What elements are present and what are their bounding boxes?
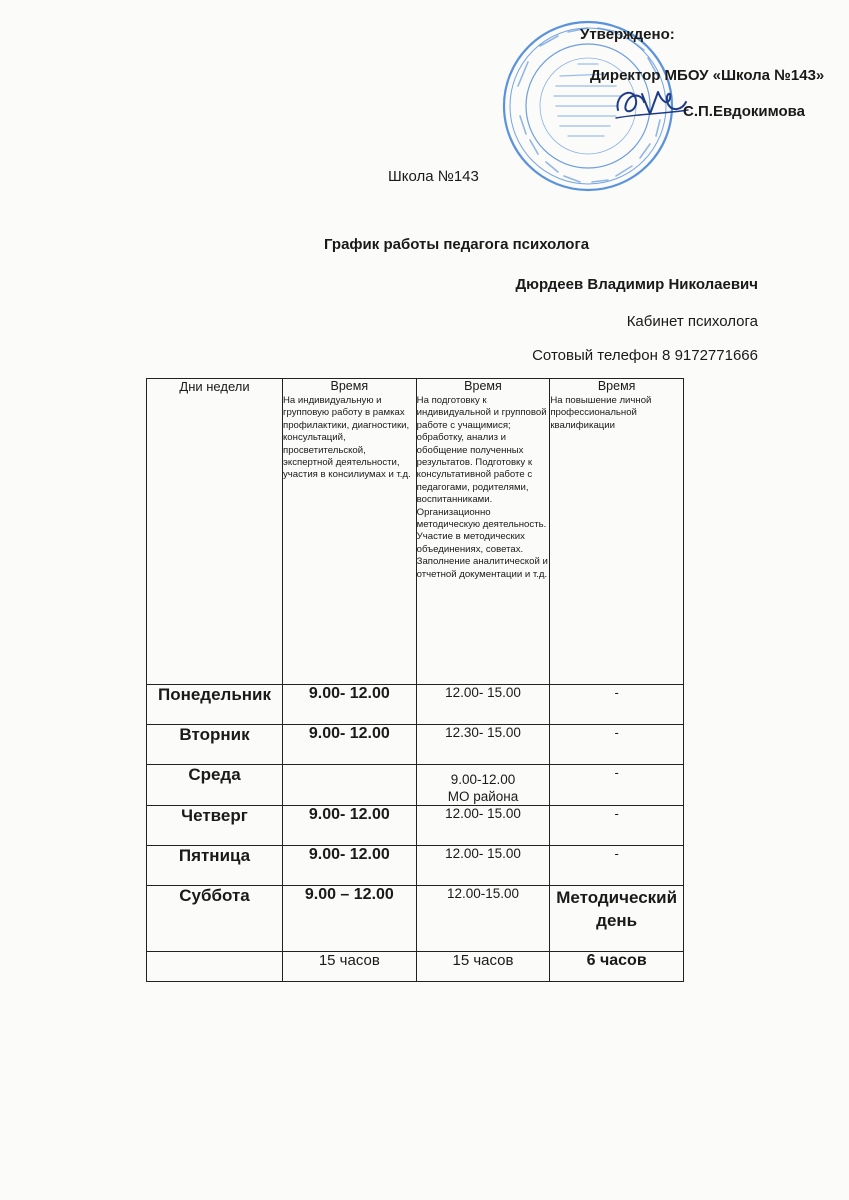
slot3-cell	[550, 886, 684, 952]
office-name: Кабинет психолога	[626, 313, 758, 330]
slot2-cell: 12.00- 15.00	[416, 846, 550, 886]
slot2-cell: 12.00- 15.00	[416, 806, 550, 846]
slot3-cell: -	[550, 725, 684, 765]
column-header-3	[550, 379, 684, 685]
document-title: График работы педагога психолога	[324, 236, 590, 253]
day-cell: Суббота	[147, 886, 283, 952]
day-cell: Понедельник	[147, 685, 283, 725]
psychologist-name: Дюрдеев Владимир Николаевич	[515, 276, 758, 293]
column-description: На индивидуальную и групповую работу в рамках профилактики, диагностики, консультаций, просветительской, экспертной деятельности, участия в консилиумах и т.д.	[283, 395, 411, 481]
slot2-cell	[416, 765, 550, 806]
day-cell: Пятница	[147, 846, 283, 886]
total-col1: 15 часов	[283, 952, 417, 982]
total-col2: 15 часов	[416, 952, 550, 982]
slot2-cell: 12.00- 15.00	[416, 685, 550, 725]
slot2-time: 9.00-12.00	[450, 772, 516, 787]
table-header-row	[147, 379, 684, 685]
slot2-cell: 12.00-15.00	[416, 886, 550, 952]
table-row	[147, 846, 684, 886]
slot1-cell: 9.00- 12.00	[283, 846, 417, 886]
schedule-table	[146, 378, 684, 982]
slot3-line1: Методический	[556, 888, 678, 907]
table-row	[147, 725, 684, 765]
column-title: Время	[330, 379, 369, 393]
column-header-2	[416, 379, 550, 685]
slot3-cell: -	[550, 765, 684, 806]
slot3-line2: день	[596, 911, 638, 930]
slot2-cell: 12.30- 15.00	[416, 725, 550, 765]
slot1-cell: 9.00- 12.00	[283, 806, 417, 846]
school-name: Школа №143	[388, 168, 479, 185]
director-title: Директор МБОУ «Школа №143»	[590, 67, 825, 84]
director-signature	[612, 80, 690, 122]
day-cell: Четверг	[147, 806, 283, 846]
day-cell: Вторник	[147, 725, 283, 765]
table-row	[147, 685, 684, 725]
slot1-cell: 9.00- 12.00	[283, 725, 417, 765]
days-header: Дни недели	[147, 379, 283, 685]
day-cell: Среда	[147, 765, 283, 806]
column-description: На повышение личной профессиональной квалификации	[550, 395, 652, 431]
slot3-cell: -	[550, 846, 684, 886]
slot1-cell	[283, 765, 417, 806]
table-row	[147, 765, 684, 806]
column-description: На подготовку к индивидуальной и групповой работе с учащимися; обработку, анализ и обобщение полученных результатов. Подготовку к консультативной работе с педагогами, родителями, воспитанниками. Организационно методическую деятельность. Участие в методических объединениях, советах. Заполнение аналитической и отчетной документации и т.д.	[416, 395, 548, 580]
table-row	[147, 886, 684, 952]
column-header-1	[283, 379, 417, 685]
slot3-cell: -	[550, 806, 684, 846]
slot1-cell: 9.00- 12.00	[283, 685, 417, 725]
total-col3: 6 часов	[550, 952, 684, 982]
table-row	[147, 806, 684, 846]
slot1-cell: 9.00 – 12.00	[283, 886, 417, 952]
slot3-cell: -	[550, 685, 684, 725]
director-name: С.П.Евдокимова	[683, 103, 806, 120]
approved-label: Утверждено:	[580, 26, 675, 43]
totals-row	[147, 952, 684, 982]
totals-label-cell	[147, 952, 283, 982]
column-title: Время	[464, 379, 502, 393]
phone-number: Сотовый телефон 8 9172771666	[532, 347, 758, 364]
column-title: Время	[597, 379, 636, 393]
slot2-note: МО района	[447, 789, 519, 804]
